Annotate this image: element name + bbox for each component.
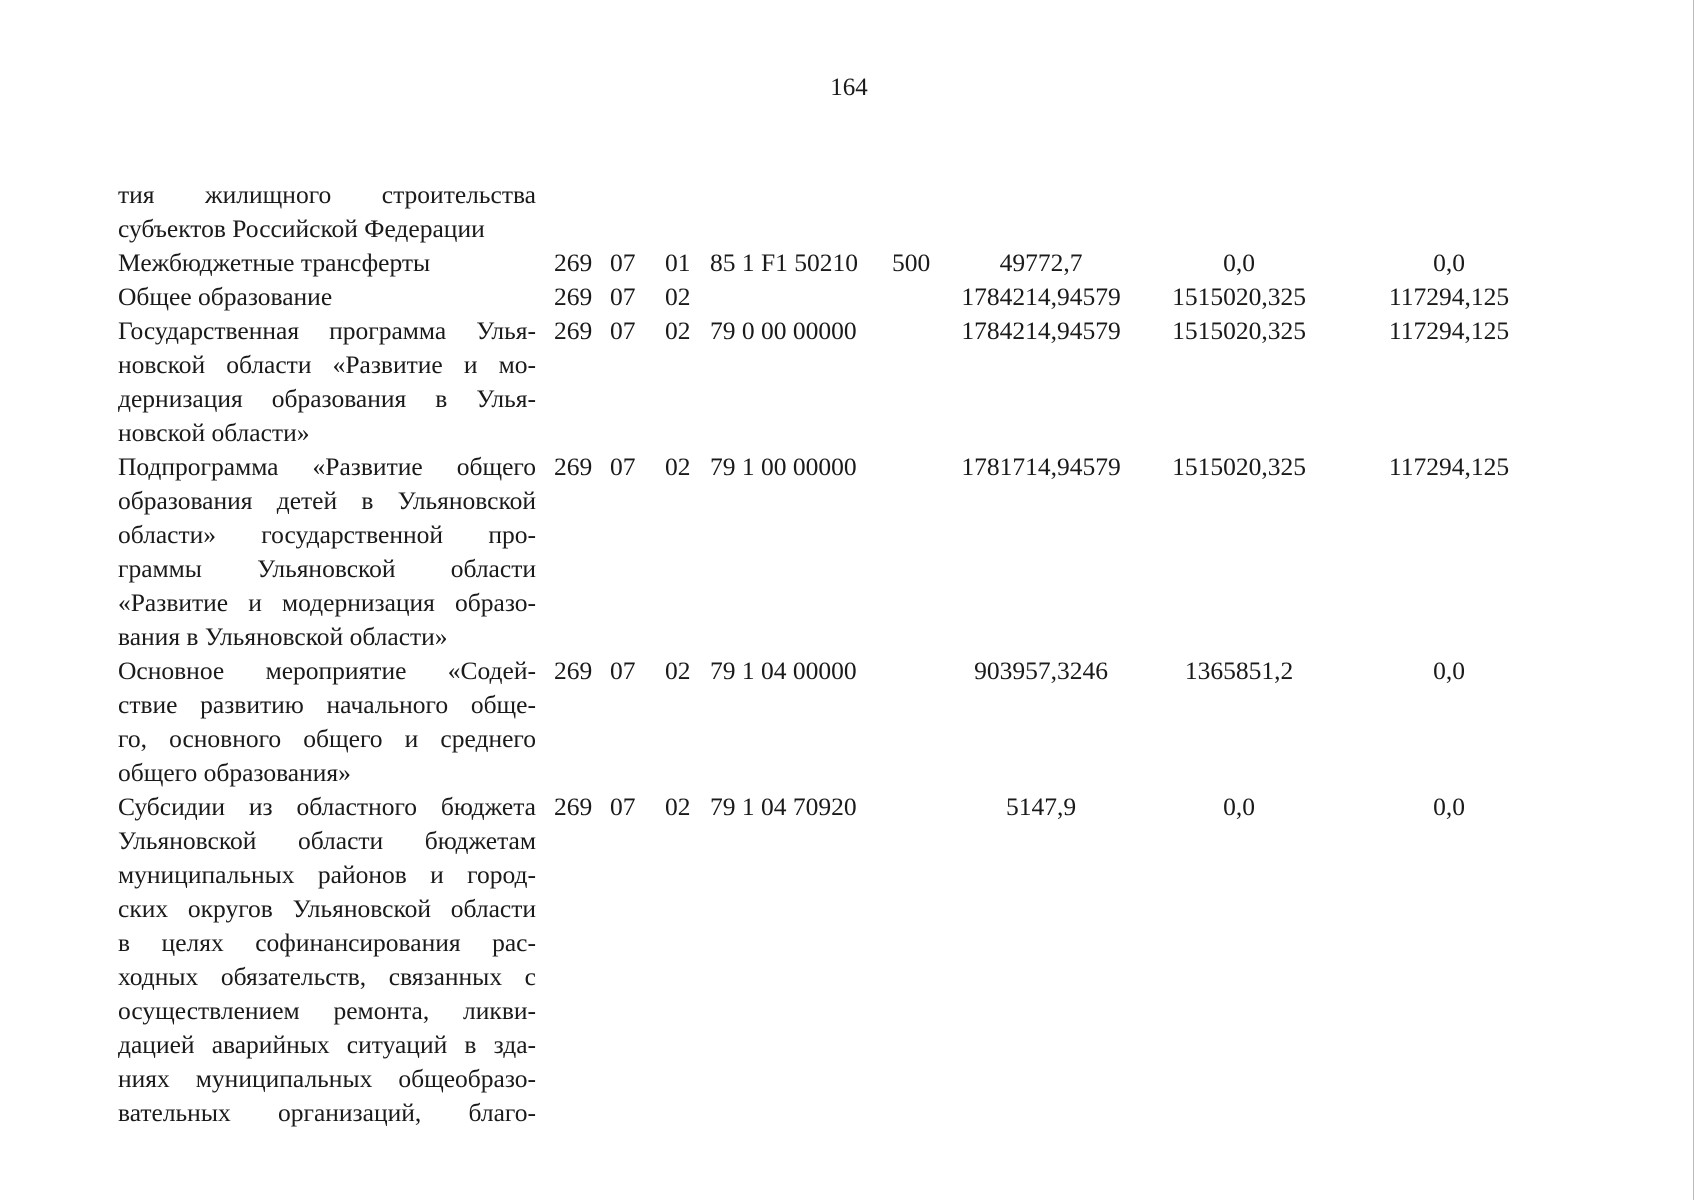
row-name [118, 280, 536, 314]
glav-code: 269 [554, 452, 593, 481]
sum-year-3: 117294,125 [1388, 282, 1510, 311]
row-name-line: Подпрограмма «Развитие общего [118, 452, 536, 481]
row-name-line: Основное мероприятие «Содей- [118, 656, 536, 685]
budget-table [118, 178, 1554, 1130]
row-name-line: муниципальных районов и город- [118, 860, 536, 889]
row-name-line: ствие развитию начального обще- [118, 690, 536, 719]
row-name-line: ниях муниципальных общеобразо- [118, 1064, 536, 1093]
row-name-line: вательных организаций, благо- [118, 1098, 536, 1127]
sum-year-3: 0,0 [1433, 656, 1465, 685]
sum-year-1: 1784214,94579 [961, 316, 1121, 345]
glav-code: 269 [554, 282, 593, 311]
sum-year-2: 1515020,325 [1172, 282, 1306, 311]
row-name [118, 790, 536, 1130]
scan-edge-right [1693, 0, 1694, 1200]
sum-year-1: 49772,7 [999, 248, 1083, 277]
expense-type-code: 500 [892, 248, 931, 277]
subsection-code: 02 [665, 452, 691, 481]
row-name-line: общего образования» [118, 758, 351, 787]
row-name-line: новской области «Развитие и мо- [118, 350, 536, 379]
target-article-code: 79 1 04 70920 [710, 792, 857, 821]
target-article-code: 79 1 04 00000 [710, 656, 857, 685]
glav-code: 269 [554, 656, 593, 685]
section-code: 07 [610, 316, 636, 345]
row-name-line: Ульяновской области бюджетам [118, 826, 536, 855]
table-row [118, 790, 1554, 1130]
row-name-line: ских округов Ульяновской области [118, 894, 536, 923]
subsection-code: 01 [665, 248, 691, 277]
sum-year-1: 903957,3246 [974, 656, 1108, 685]
sum-year-1: 5147,9 [1005, 792, 1077, 821]
sum-year-2: 0,0 [1223, 248, 1255, 277]
target-article-code: 79 0 00 00000 [710, 316, 857, 345]
row-name [118, 450, 536, 654]
subsection-code: 02 [665, 792, 691, 821]
row-name-line: ходных обязательств, связанных с [118, 962, 536, 991]
row-name-line: Государственная программа Улья- [118, 316, 536, 345]
page-number: 164 [830, 74, 868, 101]
row-name-line: образования детей в Ульяновской [118, 486, 536, 515]
row-name [118, 654, 536, 790]
glav-code: 269 [554, 248, 593, 277]
row-name-line: Субсидии из областного бюджета [118, 792, 536, 821]
target-article-code: 79 1 00 00000 [710, 452, 857, 481]
row-name-line: осуществлением ремонта, ликви- [118, 996, 536, 1025]
subsection-code: 02 [665, 316, 691, 345]
row-name-line: области» государственной про- [118, 520, 536, 549]
section-code: 07 [610, 248, 636, 277]
section-code: 07 [610, 656, 636, 685]
sum-year-3: 0,0 [1433, 248, 1465, 277]
row-name-line: Межбюджетные трансферты [118, 248, 431, 277]
table-row [118, 246, 1554, 280]
row-name-line: тия жилищного строительства [118, 180, 536, 209]
target-article-code: 85 1 F1 50210 [710, 248, 859, 277]
subsection-code: 02 [665, 656, 691, 685]
sum-year-2: 1515020,325 [1172, 452, 1306, 481]
table-row [118, 178, 1554, 246]
sum-year-3: 0,0 [1433, 792, 1465, 821]
sum-year-2: 0,0 [1223, 792, 1255, 821]
sum-year-3: 117294,125 [1388, 452, 1510, 481]
subsection-code: 02 [665, 282, 691, 311]
row-name-line: «Развитие и модернизация образо- [118, 588, 536, 617]
row-name-line: вания в Ульяновской области» [118, 622, 448, 651]
sum-year-1: 1781714,94579 [961, 452, 1121, 481]
sum-year-1: 1784214,94579 [961, 282, 1121, 311]
section-code: 07 [610, 792, 636, 821]
table-row [118, 450, 1554, 654]
table-row [118, 654, 1554, 790]
table-row [118, 280, 1554, 314]
row-name-line: Общее образование [118, 282, 333, 311]
table-row [118, 314, 1554, 450]
section-code: 07 [610, 452, 636, 481]
row-name [118, 314, 536, 450]
row-name-line: граммы Ульяновской области [118, 554, 536, 583]
section-code: 07 [610, 282, 636, 311]
row-name-line: новской области» [118, 418, 310, 447]
row-name-line: субъектов Российской Федерации [118, 214, 485, 243]
sum-year-2: 1515020,325 [1172, 316, 1306, 345]
row-name [118, 246, 536, 280]
row-name-line: го, основного общего и среднего [118, 724, 536, 753]
row-name-line: дацией аварийных ситуаций в зда- [118, 1030, 536, 1059]
row-name-line: дернизация образования в Улья- [118, 384, 536, 413]
row-name [118, 178, 536, 246]
glav-code: 269 [554, 316, 593, 345]
row-name-line: в целях софинансирования рас- [118, 928, 536, 957]
sum-year-3: 117294,125 [1388, 316, 1510, 345]
sum-year-2: 1365851,2 [1184, 656, 1294, 685]
glav-code: 269 [554, 792, 593, 821]
